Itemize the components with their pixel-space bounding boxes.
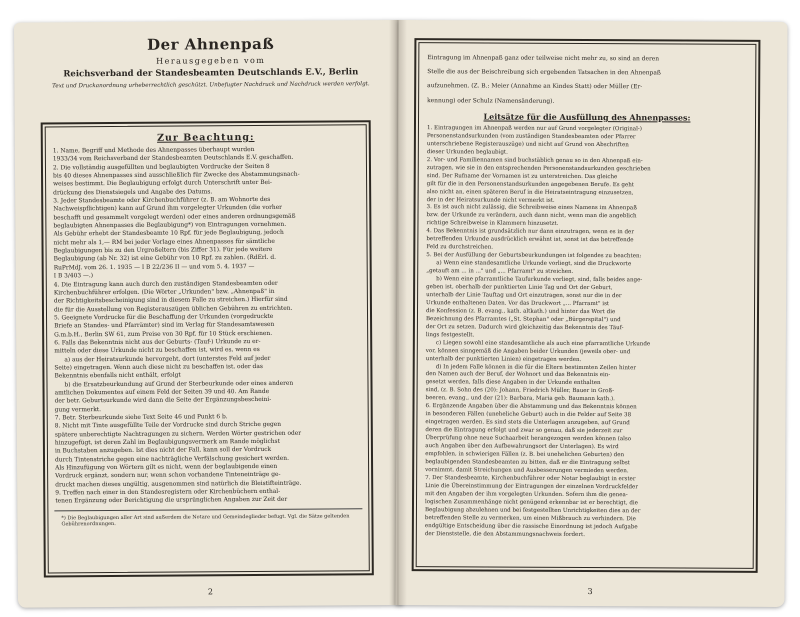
text-line: 2. Vor- und Familiennamen sind buchstäblich genau so in den Ahnenpaß ein- [426,156,643,165]
text-line: hinzugefügt, ist deren Zahl im Beglaubigungsvermerk am Rande möglichst [54,438,280,447]
text-line: 7. Der Standesbeamte, Kirchenbuchführer oder Notar beglaubigt in erster [425,475,636,483]
guidelines-text [417,125,755,540]
text-line: der Ort zu setzen. Dadurch wird gleichzeitig das Bekenntnis des Täuf- [425,323,624,331]
publisher-name: Reichsverband der Standesbeamten Deutschlands E.V., Berlin [63,67,359,80]
page-number-right: 3 [587,587,593,597]
text-line: 4. Die Eintragung kann auch durch den zuständigen Standesbeamten oder [53,280,278,288]
notice-text [46,145,368,506]
right-page [395,20,787,607]
text-line: Beglaubigung (ab Nr. 32) ist eine Gebühr von 10 Rpf. zu zahlen. (RdErl. d. [53,255,276,263]
text-line: 3. Jeder Standesbeamte oder Kirchenbuchführer (z. B. am Wohnorte des [53,196,271,205]
text-line: Eintragung im Ahnenpaß ganz oder teilweise nicht mehr zu, so sind an deren [427,55,660,63]
text-line: 8. Nicht mit Tinte ausgefüllte Teile der Vordrucke sind durch Striche gegen [54,422,282,430]
text-line: b) die Ersatzbeurkundung auf Grund der Sterbeurkunde oder eines anderen [64,380,294,388]
copyright-notice: Text und Druckanordnung urheberrechtlich geschützt. Unbefugter Nachdruck und Nachdruck werden verfolgt. [52,81,370,90]
text-line: drückung des Dienstsiegels und Angabe des Datums. [53,189,213,197]
text-line: unterhalb der Linie Tauftag und Ort einzutragen, sonst nur die in der [426,292,622,300]
text-line: beschafft und gesammelt vorgelegt werden) oder eines anderen ordnungsgemäß [53,213,296,222]
text-line: richtige Schreibweise in Klammern hinzusetzt. [426,220,559,228]
text-line: sind, (z. B. Sohn des (20): Johann, Friedrich Müller, Bauer in Groß- [425,387,615,395]
text-line: durch Tintenstriche gegen eine nachträgliche Verfälschung gesichert werden. [55,455,289,464]
text-line: beeren, evang., und der (21): Barbara, Maria geb. Baumann kath.). [425,395,615,403]
text-line: Linie die Übereinstimmung der Eintragungen der einzelnen Vordruckfelder [425,482,639,491]
text-line: „getauft am ... in ..." und „... Pfarramt" zu streichen. [426,268,574,276]
text-line: mitteln oder diese Urkunde nicht zu beschaffen ist, wird es, wenn es [54,347,260,355]
text-line: a) Wenn eine standesamtliche Urkunde vorliegt, sind die Druckworte [436,260,632,268]
text-line: unterhalb der punktierten Linien) eingetragen werden. [425,355,582,363]
text-line: Stelle die aus der Beischreibung sich ergebenden Tatsachen in den Ahnenpaß [427,69,661,77]
text-line: mit den Angaben der ihm vorgelegten Urkunden. Sofern ihm die genea- [425,490,628,498]
text-line: Briefe an Standes- und Pfarrämter) sind im Verlag für Standesamtswesen [54,322,275,330]
text-line: amtlichen Dokumentes auf einem Feld der Seiten 39 und 40. Am Rande [54,388,270,397]
text-line: bis 40 dieses Ahnenpasses sind ausschließlich für Zwecke des Abstammungsnach- [53,171,300,180]
text-line: c) Liegen sowohl eine standesamtliche als auch eine pfarramtliche Urkunde [435,339,651,347]
text-line: lings festgestellt. [425,331,475,339]
footnote: *) Die Beglaubigungen aller Art sind außerdem die Notare und Gemeindeglieder befugt. Vgl. die Sätze geltenden Gebührenordnungen. [54,508,362,528]
text-line: gesetzt werden, falls diese Angaben in der Urkunde enthalten [425,379,601,387]
text-line: 1933/34 vom Reichsverband der Standesbeamten Deutschlands E.V. geschaffen. [52,155,294,163]
text-line: Als Hinzufügung von Wörtern gilt es nicht, wenn der beglaubigende einen [55,463,278,472]
text-line: Beglaubigung abzulehnen und bei festgestellten Unrichtigkeiten dies an der [424,506,641,514]
text-line: Personenstandsurkunden (vom zuständigen Standesbeamten oder Pfarrer [426,133,636,141]
text-line: Seite) eingetragen. Wenn auch diese nicht zu beschaffen ist, oder das [54,363,263,372]
text-line: Kirchenbuchführer erfolgen. (Die Wörter „Urkunden" bzw. „Ahnenpaß" in [53,288,275,297]
text-line: also nicht an, einen späteren Beruf in die Heiratseintragung einzusetzen, [426,188,634,196]
left-page [14,20,403,608]
text-line: kennung) oder Schulz (Namensänderung). [427,97,555,105]
text-line: 7. Betr. Sterbeurkunde siehe Text Seite 46 und Punkt 6 b. [54,414,228,422]
publisher-prefix: Herausgegeben vom [156,55,266,66]
text-line: 9. Treffen nach einer in den Standesregistern oder Kirchenbüchern enthal- [55,488,281,497]
text-line: 2. Die vollständig ausgefüllten und beglaubigten Vordrucke der Seiten 8 [52,163,270,172]
text-line: Beglaubigungen bis zu den Urgroßeltern (bis Ziffer 31). Für jede weitere [53,247,273,255]
text-line: gung vermerkt. [54,406,102,414]
text-line: Feld zu durchstreichen. [426,244,494,251]
text-line: spätere unberechtigte Nachtragungen zu sichern. Werden Wörter gestrichen oder [54,430,302,439]
booklet [16,20,786,605]
text-line: gilt für die in den Personenstandsurkunden angegebenen Berufe. Es geht [426,180,635,188]
text-line: b) Wenn eine pfarramtliche Taufurkunde vorliegt, sind, falls beides ange- [436,276,643,284]
text-line: vor, können sinngemäß die Angaben beider Urkunden (jeweils ober- und [425,347,631,355]
text-line: 6. Ergänzende Angaben über die Abstammung und das Bekenntnis können [425,403,637,411]
text-line: beglaubigenden Standesbeamten zu bitten, daß er die Eintragung selbst [425,459,630,467]
text-line: vornimmt, damit Streichungen und Ausbesserungen vermieden werden. [425,467,629,475]
text-line: Urkunde enthaltenen Daten. Vor das Druckwort „... Pfarramt" ist [426,300,610,308]
text-line: der Richtigkeitsbescheinigung sind in diesem Falle zu streichen.) Hierfür sind [53,296,288,305]
text-line: Vordruck ergänzt, sondern nur, wenn schon vorhandene Tinteneinträge ge- [55,472,281,480]
text-line: die für die Ausstellung von Registerauszügen üblichen Gebühren zu entrichten. [53,305,293,313]
notice-box [41,120,374,577]
text-line: sind. Der Rufname der Vornamen ist zu unterstreichen. Das gleiche [426,172,618,180]
text-line: endgültige Entscheidung über die rassische Einordnung ist jedoch Aufgabe [424,522,638,530]
text-line: aufzunehmen. (Z. B.: Meier (Annahme an Kindes Statt) oder Müller (Er- [427,83,643,91]
page-number-left: 2 [207,587,214,597]
text-line: G.m.b.H., Berlin SW 61, zum Preise von 30 Rpf. für 10 Stück erschienen. [54,330,273,338]
text-line: dieser Urkunden beglaubigt. [426,148,508,156]
text-line: eingetragen werden. Es sind stets die Unterlagen anzugeben, auf Grund [425,419,630,427]
text-line: betreffenden Stelle zu vermerken, um einen Mißbrauch zu verhindern. Die [424,514,636,522]
text-line: betreffenden Urkunde ausdrücklich erwähnt ist, sonst ist das betreffende [426,236,634,244]
text-line: auch Angaben über den Aufbewahrungsort der Unterlagen). Es wird [425,443,619,451]
text-line: a) aus der Heiratsurkunde hervorgeht, dort (unterstes Feld auf jeder [64,355,271,363]
continuation-text [419,43,755,107]
text-line: der in der Heiratsurkunde nicht vermerkt ist. [426,196,555,204]
text-line: 6. Falls das Bekenntnis nicht aus der Geburts- (Tauf-) Urkunde zu er- [54,338,261,347]
text-line: zutragen, wie sie in den entsprechenden Personenstandsurkunden geschrieben [426,164,651,173]
text-line: weises bestimmt. Die Beglaubigung erfolgt durch Unterschrift unter Bei- [53,180,272,188]
guidelines-box [412,38,761,573]
text-line: 1. Name, Begriff und Methode des Ahnenpasses überhaupt wurden [52,147,255,155]
text-line: nicht mehr als 1,— RM bei jeder Vorlage eines Ahnenpasses für sämtliche [53,238,275,247]
text-line: die Konfession (z. B. evang., kath. altkath.) und hinter das Wort die [425,308,616,316]
text-line: 4. Das Bekenntnis ist grundsätzlich nur dann einzutragen, wenn es in der [426,228,634,236]
text-line: Als Gebühr erhebt der Standesbeamte 10 Rpf. für jede Beglaubigung, jedoch [53,230,284,238]
notice-title: Zur Beachtung: [157,132,255,144]
text-line: Bezeichnung des Pfarramtes („St. Stephan" oder „Bürgerspital") und [425,315,621,323]
text-line: d) In jedem Falle können in die für die Eltern bestimmten Zeilen hinter [435,363,637,371]
text-line: druckt machen dieses ungültig, ausgenommen sind natürlich die Bleistifteinträge. [55,480,302,489]
text-line: tenen Ergänzung oder Berichtigung die ursprünglichen Angaben zur Zeit der [55,497,288,505]
text-line: empfohlen, in schwierigen Fällen (z. B. bei unehelichen Geburten) den [425,451,625,459]
guidelines-title: Leitsätze für die Ausfüllung des Ahnenpasses: [483,111,691,123]
text-line: unterschriebene Registerauszüge) und nicht auf Grund von Abschriften [426,140,629,149]
text-line: Bekenntnis ebenfalls nicht enthält, erfolgt [54,372,181,380]
page-header [44,34,377,89]
text-line: 5. Bei der Ausfüllung der Geburtsbeurkundungen ist folgendes zu beachten: [426,252,642,260]
text-line: in Buchstaben anzugeben. Ist dies nicht der Fall, kann soll der Vordruck [54,447,272,455]
text-line: RuPrMdJ. vom 26. 1. 1935 — I B 22/236 II — und vom 5. 4. 1937 — [53,263,255,272]
text-line: bzw. der Urkunde zu verändern, auch dann nicht, wenn man die angeblich [426,212,637,220]
text-line: logischen Zusammenhänge nicht genügend erkennbar ist er berechtigt, die [424,498,639,506]
text-line: den Namen auch der Beruf, der Wohnort und das Bekenntnis ein- [425,371,611,379]
text-line: Nachweispflichtigen) kann auf Grund ihm vorgelegter Urkunden (die vorher [53,205,283,213]
text-line: 5. Geeignete Vordrucke für die Beschaffung der Urkunden (vorgedruckte [54,313,274,322]
text-line: deren die Eintragung erfolgt und zwar so genau, daß sie jederzeit zur [425,427,623,435]
text-line: 3. Es ist auch nicht zulässig, die Schreibweise eines Namens im Ahnenpaß [426,204,637,212]
text-line: geben ist, oberhalb der punktierten Linie Tag und Ort der Geburt, [426,284,613,292]
text-line: der betr. Geburtsurkunde wird dann die Seite der Ergänzungsbescheini- [54,397,272,405]
text-line: beglaubigten Ahnenpasses die Beglaubigung*) von Eintragungen vornehmen. [53,221,287,230]
text-line: der Dienststelle, die den Abstammungsnachweis fordert. [424,530,586,538]
text-line: Überprüfung ohne neue Suchaarbeit herangezogen werden können (also [425,435,632,443]
text-line: in besonderen Fällen (uneheliche Geburt) auch in die Felder auf Seite 38 [425,411,632,419]
booklet-title: Der Ahnenpaß [146,34,275,54]
text-line: I B 3/403 —.) [53,273,94,280]
text-line: 1. Eintragungen im Ahnenpaß werden nur auf Grund vorgelegter (Original-) [426,125,642,133]
